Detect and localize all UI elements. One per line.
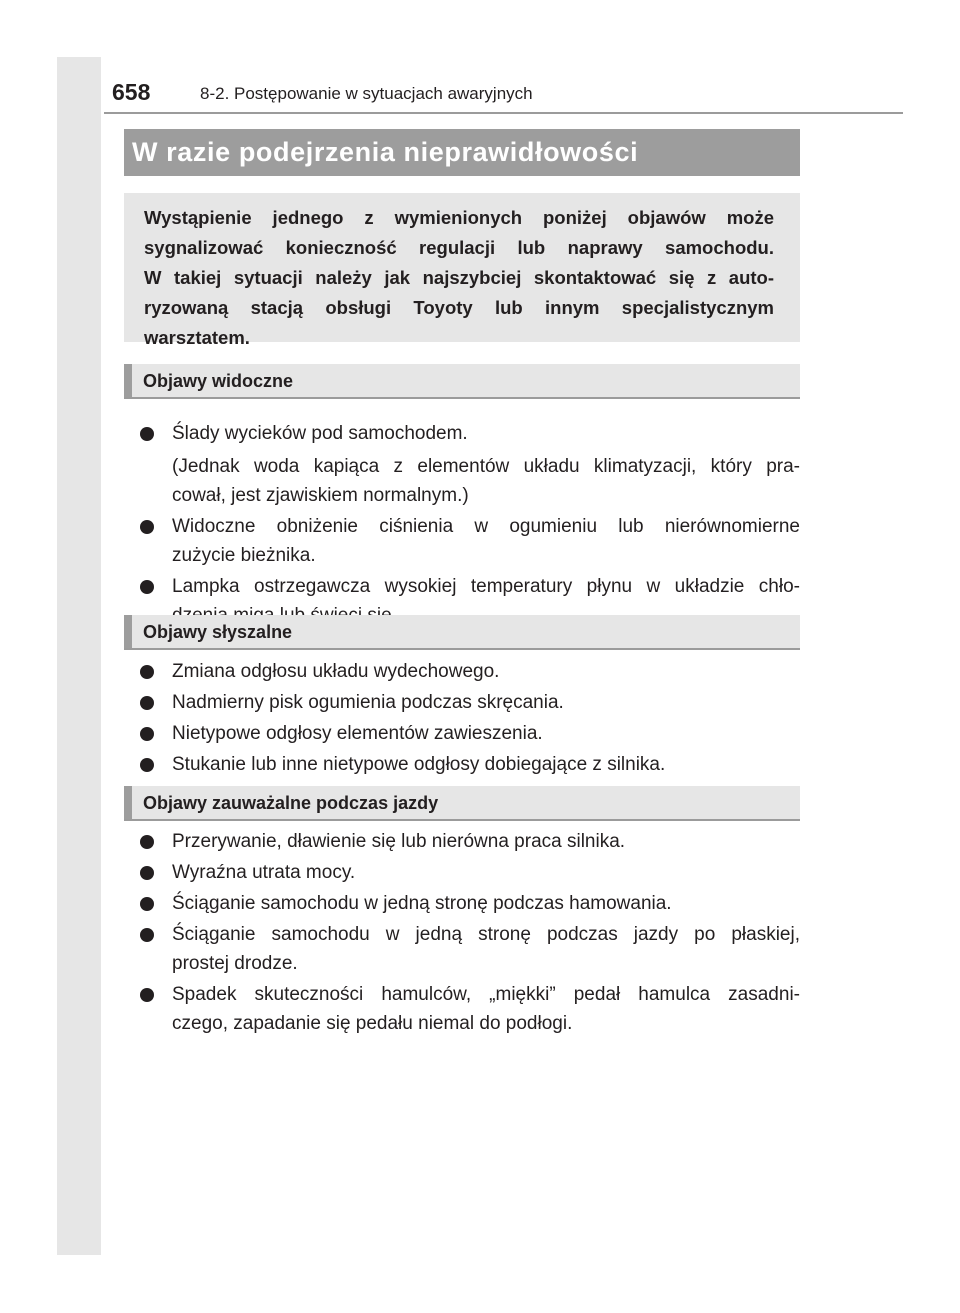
list-item: [130, 858, 800, 887]
list-item-text: [172, 657, 800, 686]
note-line: (Jednak woda kapiąca z elementów układu klimatyzacji, który pra-: [172, 456, 800, 477]
list-item-line: Widoczne obniżenie ciśnienia w ogumieniu lub nierównomierne: [172, 516, 800, 537]
bullet-list-driving: [130, 827, 800, 1040]
list-item: [130, 688, 800, 717]
list-item-text: [172, 920, 800, 978]
list-item-text: [172, 419, 800, 448]
list-item: [130, 827, 800, 856]
bullet-icon: [140, 520, 154, 534]
list-item-line: prostej drodze.: [172, 953, 298, 974]
bullet-icon: [140, 866, 154, 880]
running-header: 8-2. Postępowanie w sytuacjach awaryjnych: [200, 84, 533, 103]
page-title: W razie podejrzenia nieprawidłowości: [124, 129, 800, 176]
list-item: [130, 750, 800, 779]
intro-line: ryzowaną stacją obsługi Toyoty lub innym specjalistycznym: [144, 297, 774, 318]
bullet-icon: [140, 897, 154, 911]
page-number: 658: [112, 79, 151, 105]
list-item-text: [172, 827, 800, 856]
bullet-icon: [140, 427, 154, 441]
list-item-line: Spadek skuteczności hamulców, „miękki” pedał hamulca zasadni-: [172, 984, 800, 1005]
list-item-text: [172, 889, 800, 918]
list-item: [130, 657, 800, 686]
list-item: [130, 512, 800, 570]
list-item-line: Zmiana odgłosu układu wydechowego.: [172, 661, 500, 682]
intro-box: [124, 193, 800, 348]
list-item-text: [172, 750, 800, 779]
list-item: [130, 980, 800, 1038]
list-item-line: Stukanie lub inne nietypowe odgłosy dobiegające z silnika.: [172, 754, 666, 775]
intro-line: Wystąpienie jednego z wymienionych poniżej objawów może: [144, 207, 774, 228]
note-line: cował, jest zjawiskiem normalnym.): [172, 485, 469, 506]
list-item-note: [172, 452, 800, 510]
bullet-icon: [140, 727, 154, 741]
intro-line: warsztatem.: [144, 327, 250, 348]
list-item-text: [172, 688, 800, 717]
list-item-line: Ściąganie samochodu w jedną stronę podczas jazdy po płaskiej,: [172, 924, 800, 945]
bullet-icon: [140, 580, 154, 594]
header-rule: [104, 112, 903, 114]
section-heading-audible: Objawy słyszalne: [124, 615, 800, 650]
list-item-line: Ściąganie samochodu w jedną stronę podczas hamowania.: [172, 893, 672, 914]
list-item: [130, 419, 800, 510]
list-item-line: Lampka ostrzegawcza wysokiej temperatury płynu w układzie chło-: [172, 576, 800, 597]
list-item-text: [172, 980, 800, 1038]
list-item-line: Ślady wycieków pod samochodem.: [172, 423, 468, 444]
bullet-list-visible: [130, 419, 800, 632]
bullet-icon: [140, 835, 154, 849]
list-item-text: [172, 512, 800, 570]
bullet-icon: [140, 665, 154, 679]
list-item-line: Wyraźna utrata mocy.: [172, 862, 356, 883]
section-heading-visible: Objawy widoczne: [124, 364, 800, 399]
list-item-line: Nietypowe odgłosy elementów zawieszenia.: [172, 723, 543, 744]
list-item-text: [172, 719, 800, 748]
list-item: [130, 719, 800, 748]
section-heading-driving: Objawy zauważalne podczas jazdy: [124, 786, 800, 821]
side-margin-bar: [57, 57, 101, 1255]
list-item-line: czego, zapadanie się pedału niemal do podłogi.: [172, 1013, 573, 1034]
list-item-line: Nadmierny pisk ogumienia podczas skręcania.: [172, 692, 564, 713]
list-item-text: [172, 858, 800, 887]
bullet-icon: [140, 928, 154, 942]
bullet-icon: [140, 988, 154, 1002]
list-item-line: zużycie bieżnika.: [172, 545, 316, 566]
bullet-list-audible: [130, 657, 800, 781]
bullet-icon: [140, 696, 154, 710]
intro-line: sygnalizować konieczność regulacji lub naprawy samochodu.: [144, 237, 774, 258]
list-item-line: Przerywanie, dławienie się lub nierówna praca silnika.: [172, 831, 626, 852]
bullet-icon: [140, 758, 154, 772]
list-item: [130, 920, 800, 978]
intro-line: W takiej sytuacji należy jak najszybciej skontaktować się z auto-: [144, 267, 774, 288]
list-item: [130, 889, 800, 918]
